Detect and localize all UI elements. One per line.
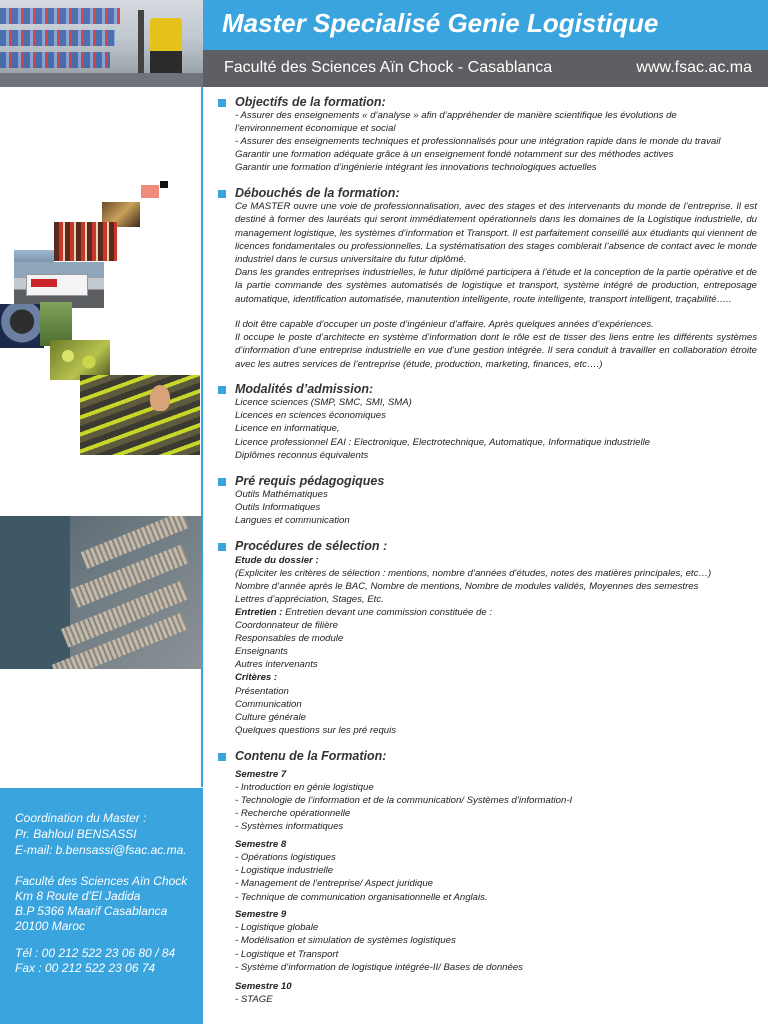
etude-line: Nombre d’année après le BAC, Nombre de mentions, Nombre de modules validés, Moyennes des semestres <box>235 581 699 592</box>
admission-line: Diplômes reconnus équivalents <box>235 450 369 461</box>
semestre-item: - Introduction en génie logistique <box>235 782 374 793</box>
semestre-item: - Systèmes informatiques <box>235 821 344 832</box>
prerequis-line: Langues et communication <box>235 515 350 526</box>
critere-line: Culture générale <box>235 712 306 723</box>
contact-fax: Fax : 00 212 522 23 06 74 <box>15 961 156 975</box>
forklift <box>150 18 182 78</box>
section-heading-contenu: Contenu de la Formation: <box>235 749 387 763</box>
objectif-line: l’environnement économique et social <box>235 123 396 134</box>
semestre-item: - Système d’information de logistique intégrée-II/ Bases de données <box>235 962 523 973</box>
semestre-label: Semestre 7 <box>235 769 287 780</box>
section-heading-prerequis: Pré requis pédagogiques <box>235 474 385 488</box>
entretien-text: Entretien devant une commission constituée de : <box>282 607 493 618</box>
section-bullet-icon <box>218 753 226 761</box>
etude-line: (Expliciter les critères de sélection : mentions, nombre d’années d’études, notes des matières principales, etc…) <box>235 568 712 579</box>
entretien-member: Coordonnateur de filière <box>235 620 338 631</box>
section-bullet-icon <box>218 478 226 486</box>
website-link[interactable]: www.fsac.ac.ma <box>636 59 752 76</box>
contact-address: Km 8 Route d’El Jadida <box>15 889 141 903</box>
admission-line: Licence sciences (SMP, SMC, SMI, SMA) <box>235 397 412 408</box>
worker-figure <box>150 385 170 411</box>
section-bullet-icon <box>218 99 226 107</box>
semestre-item: - Logistique et Transport <box>235 949 339 960</box>
semestre-label: Semestre 9 <box>235 909 287 920</box>
photo-tile <box>0 304 44 348</box>
debouches-paragraph: Il occupe le poste d’architecte en système d’information dont le rôle est de tisser des liens entre les différents systèmes d’information d’une entreprise industrielle en vue d’une gestion intégrée. Il sera conduit à travailler en collaboration étroite avec les autres services de l’entreprise (étude, production, marketing, finances, etc….) <box>235 332 757 370</box>
photo-tile <box>54 222 117 261</box>
semestre-item: - Logistique globale <box>235 922 319 933</box>
prerequis-line: Outils Informatiques <box>235 502 321 513</box>
debouches-paragraph: Ce MASTER ouvre une voie de professionnalisation, avec des stages et des intervenants du monde de l’entreprise. Il est destiné à former des lauréats qui seront immédiatement opérationnels dans les domaines de la Logistique industrielle, du management logistique, les systèmes d’information et Transport. Il est parfaitement conseillé aux étudiants qui viennent de licences fondamentales ou professionnelles. La systématisation des stages comblerait l’absence de contact avec le monde industriel dans le cursus universitaire du futur diplômé. <box>235 201 757 266</box>
port-aerial-photo <box>0 516 202 669</box>
entretien-member: Responsables de module <box>235 633 344 644</box>
truck-logo <box>31 279 57 287</box>
semestre-item: - Modélisation et simulation de systèmes logistiques <box>235 935 456 946</box>
section-bullet-icon <box>218 543 226 551</box>
warehouse-floor <box>0 73 203 87</box>
objectif-line: - Assurer des enseignements techniques et professionnalisés pour une intégration rapide dans le monde du travail <box>235 136 721 147</box>
etude-label: Etude du dossier : <box>235 555 319 566</box>
section-heading-objectifs: Objectifs de la formation: <box>235 95 386 109</box>
entretien-line <box>235 606 492 619</box>
semestre-item: - Technique de communication organisationnelle et Anglais. <box>235 892 488 903</box>
semestre-item: - Technologie de l’information et de la communication/ Systèmes d’information-I <box>235 795 573 806</box>
section-heading-admission: Modalités d’admission: <box>235 382 374 396</box>
warehouse-shelf <box>0 8 120 24</box>
header-warehouse-photo <box>0 0 203 87</box>
entretien-member: Autres intervenants <box>235 659 318 670</box>
fruit-photo <box>50 340 110 380</box>
section-bullet-icon <box>218 190 226 198</box>
critere-line: Présentation <box>235 686 289 697</box>
admission-line: Licence professionnel EAI : Electronique, Electrotechnique, Automatique, Informatique industrielle <box>235 437 651 448</box>
semestre-label: Semestre 8 <box>235 839 287 850</box>
semestre-item: - STAGE <box>235 994 273 1005</box>
debouches-paragraph: Dans les grandes entreprises industrielles, le futur diplômé participera à l’étude et la conception de la partie opérative et de la partie commande des systèmes automatisés de logistique et transport, système intégré de production, entreposage automatique, identification automatisée, manutention intelligente, route intelligente, transport intelligent, traçabilité….. <box>235 267 757 305</box>
section-heading-selection: Procédures de sélection : <box>235 539 388 553</box>
faculty-name: Faculté des Sciences Aïn Chock - Casablanca <box>224 59 553 76</box>
contact-coordination: Coordination du Master : <box>15 811 147 825</box>
semestre-item: - Recherche opérationnelle <box>235 808 351 819</box>
objectif-line: Garantir une formation d’ingénierie intégrant les innovations technologiques actuelles <box>235 162 597 173</box>
divider-line <box>201 87 203 787</box>
contact-postal: 20100 Maroc <box>15 919 86 933</box>
contact-bp: B.P 5366 Maarif Casablanca <box>15 904 168 918</box>
semestre-item: - Logistique industrielle <box>235 865 334 876</box>
truck-trailer <box>26 274 88 296</box>
section-bullet-icon <box>218 386 226 394</box>
conveyor-photo <box>80 375 200 455</box>
contact-phone: Tél : 00 212 522 23 06 80 / 84 <box>15 946 176 960</box>
semestre-item: - Opérations logistiques <box>235 852 336 863</box>
critere-line: Quelques questions sur les pré requis <box>235 725 397 736</box>
page-title: Master Specialisé Genie Logistique <box>222 8 659 38</box>
debouches-paragraph: Il doit être capable d’occuper un poste d’ingénieur d’affaire. Après quelques années d’expériences. <box>235 319 654 330</box>
entretien-member: Enseignants <box>235 646 288 657</box>
objectif-line: - Assurer des enseignements « d’analyse » afin d’appréhender de manière scientifique les évolutions de <box>235 110 677 121</box>
warehouse-shelf <box>0 52 110 68</box>
prerequis-line: Outils Mathématiques <box>235 489 328 500</box>
contact-faculty: Faculté des Sciences Aïn Chock <box>15 874 188 888</box>
accent-square <box>141 185 159 198</box>
admission-line: Licences en sciences économiques <box>235 410 386 421</box>
etude-line: Lettres d’appréciation, Stages, Etc. <box>235 594 384 605</box>
criteres-label: Critères : <box>235 672 278 683</box>
contact-name: Pr. Bahloul BENSASSI <box>15 827 137 841</box>
contact-email[interactable]: E-mail: b.bensassi@fsac.ac.ma. <box>15 843 187 857</box>
critere-line: Communication <box>235 699 302 710</box>
forklift-mast <box>138 10 144 80</box>
semestre-label: Semestre 10 <box>235 981 292 992</box>
port-sea <box>0 516 70 669</box>
section-heading-debouches: Débouchés de la formation: <box>235 186 400 200</box>
warehouse-shelf <box>0 30 115 46</box>
accent-square <box>160 181 168 188</box>
semestre-item: - Management de l’entreprise/ Aspect juridique <box>235 878 434 889</box>
objectif-line: Garantir une formation adéquate grâce à un enseignement fondé notamment sur des méthodes actives <box>235 149 674 160</box>
entretien-label: Entretien : <box>235 607 283 618</box>
admission-line: Licence en informatique, <box>235 423 340 434</box>
